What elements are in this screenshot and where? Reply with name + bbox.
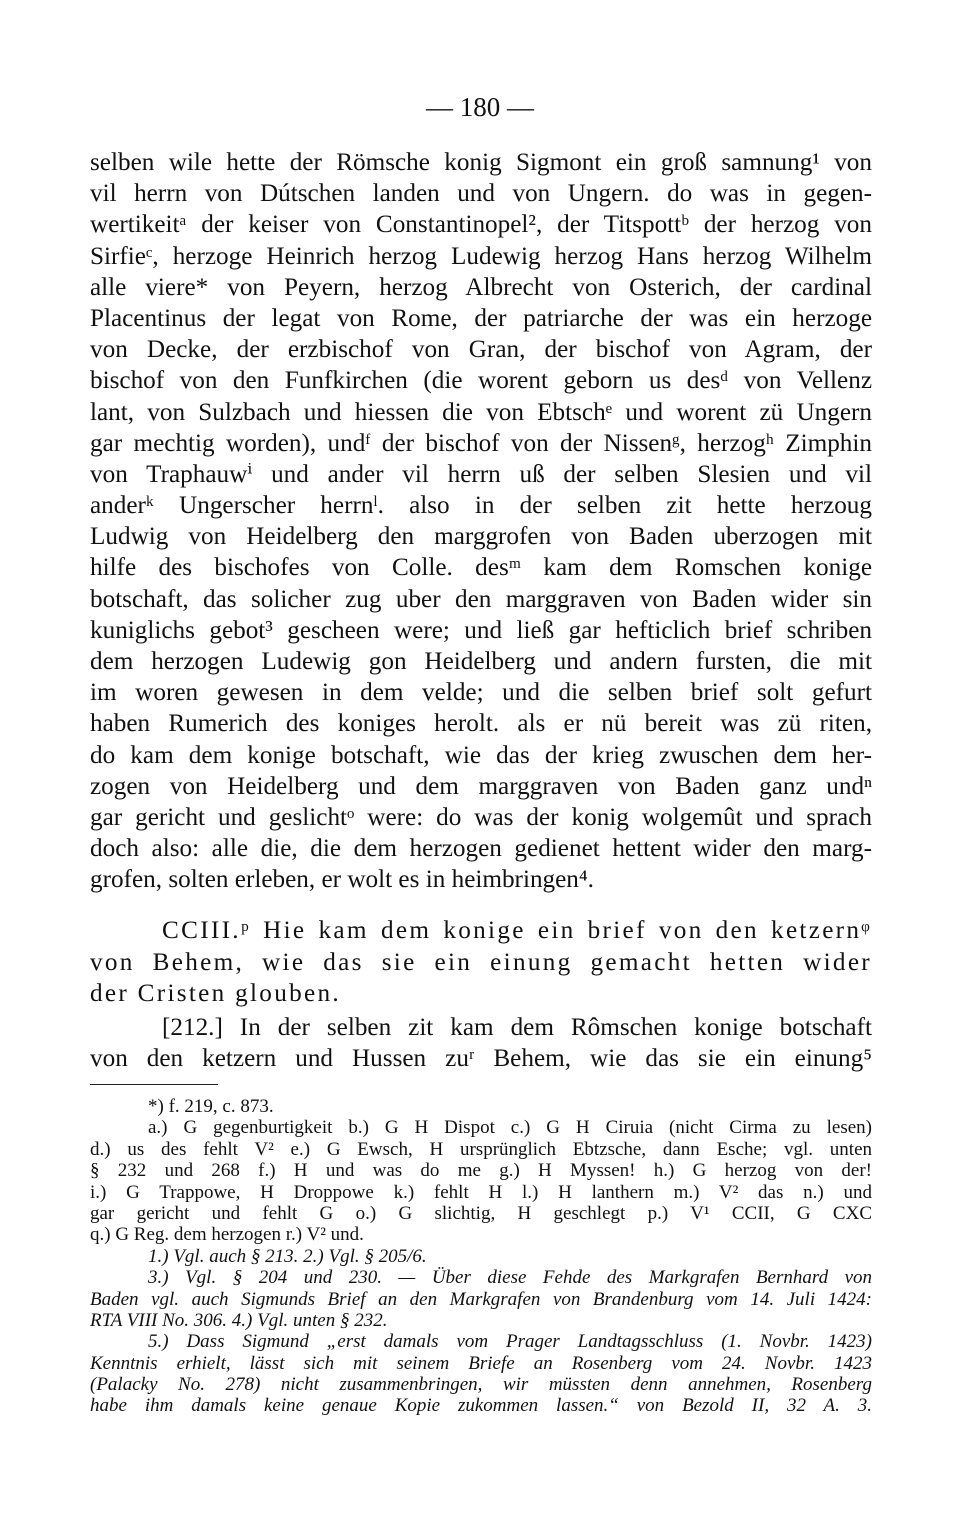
text-line: botschaft, das solicher zug uber den marggraven von Baden wider sin xyxy=(90,585,872,613)
text-line: Ludwig von Heidelberg den marggrofen von Baden uberzogen mit xyxy=(90,523,872,551)
text-line: alle viere* von Peyern, herzog Albrecht von Osterich, der cardinal xyxy=(90,273,872,301)
text-line: dem herzogen Ludewig gon Heidelberg und andern fursten, die mit xyxy=(90,648,872,675)
section-heading-line: CCIII.ᵖ Hie kam dem konige ein brief von den ketzernᵠ xyxy=(162,917,872,944)
footnote-line: d.) us des fehlt V² e.) G Ewsch, H ursprünglich Ebtzsche, dann Esche; vgl. unten xyxy=(90,1138,872,1160)
section-heading xyxy=(90,915,872,1010)
paragraph-212 xyxy=(90,1012,872,1074)
text-line: gar gericht und geslichtᵒ were: do was der konig wolgemût und sprach xyxy=(90,803,872,831)
text-line: vil herrn von Dútschen landen und von Ungern. do was in gegen- xyxy=(90,180,872,208)
text-line: von den ketzern und Hussen zuʳ Behem, wie das sie ein einung⁵ xyxy=(90,1045,872,1073)
text-line: von Traphauwⁱ und ander vil herrn uß der selben Slesien und vil xyxy=(90,460,872,488)
footnote-line: Kenntnis erhielt, lässt sich mit seinem Briefe an Rosenberg vom 24. Novbr. 1423 xyxy=(90,1352,872,1374)
text-line: im woren gewesen in dem velde; und die selben brief solt gefurt xyxy=(90,679,872,707)
footnote-line: 3.) Vgl. § 204 und 230. — Über diese Fehde des Markgrafen Bernhard von xyxy=(148,1267,872,1289)
footnote-line: RTA VIII No. 306. 4.) Vgl. unten § 232. xyxy=(90,1309,388,1331)
footnote-line: gar gericht und fehlt G o.) G slichtig, H geschlegt p.) V¹ CCII, G CXC xyxy=(90,1202,872,1224)
text-line: haben Rumerich des koniges herolt. als er nü bereit was zü riten, xyxy=(90,710,872,738)
text-line: Placentinus der legat von Rome, der patriarche der was ein herzoge xyxy=(90,304,872,332)
text-line: zogen von Heidelberg und dem marggraven von Baden ganz undⁿ xyxy=(90,772,872,800)
footnote-line: 1.) Vgl. auch § 213. 2.) Vgl. § 205/6. xyxy=(148,1245,427,1267)
footnote-line: § 232 und 268 f.) H und was do me g.) H Myssen! h.) G herzog von der! xyxy=(90,1160,872,1182)
paragraph-main xyxy=(90,147,872,896)
text-line: kuniglichs gebot³ gescheen were; und ließ gar hefticlich brief schriben xyxy=(90,616,872,644)
text-line: lant, von Sulzbach und hiessen die von Ebtschᵉ und worent zü Ungern xyxy=(90,398,872,426)
footnote-line: q.) G Reg. dem herzogen r.) V² und. xyxy=(90,1224,364,1246)
footnote-line: a.) G gegenburtigkeit b.) G H Dispot c.) G H Ciruia (nicht Cirma zu lesen) xyxy=(148,1117,872,1139)
footnote-line: habe ihm damals keine genaue Kopie zukommen lassen.“ von Bezold II, 32 A. 3. xyxy=(90,1395,872,1417)
text-line: von Decke, der erzbischof von Gran, der bischof von Agram, der xyxy=(90,336,872,364)
footnote-line: (Palacky No. 278) nicht zusammenbringen, wir müssten denn annehmen, Rosenberg xyxy=(90,1374,872,1396)
text-line: anderᵏ Ungerscher herrnˡ. also in der selben zit hette herzoug xyxy=(90,492,872,520)
footnote-line: 5.) Dass Sigmund „erst damals vom Prager Landtagsschluss (1. Novbr. 1423) xyxy=(148,1331,872,1353)
text-line: do kam dem konige botschaft, wie das der krieg zwuschen dem her- xyxy=(90,741,872,769)
footnote-line: Baden vgl. auch Sigmunds Brief an den Markgrafen von Brandenburg vom 14. Juli 1424: xyxy=(90,1288,872,1310)
footnote-divider xyxy=(90,1084,218,1085)
section-heading-line: der Cristen glouben. xyxy=(90,980,341,1008)
text-line: gar mechtig worden), undᶠ der bischof von der Nissenᵍ, herzogʰ Zimphin xyxy=(90,429,872,457)
footnotes xyxy=(90,1096,872,1417)
footnote-line: i.) G Trappowe, H Droppowe k.) fehlt H l.) H lanthern m.) V² das n.) und xyxy=(90,1181,872,1203)
text-line: Sirfieᶜ, herzoge Heinrich herzog Ludewig herzog Hans herzog Wilhelm xyxy=(90,242,872,270)
text-line: wertikeitᵃ der keiser von Constantinopel², der Titspottᵇ der herzog von xyxy=(90,211,872,239)
text-line: hilfe des bischofes von Colle. desᵐ kam dem Romschen konige xyxy=(90,554,872,582)
text-line: grofen, solten erleben, er wolt es in heimbringen⁴. xyxy=(90,866,594,894)
footnote-line: *) f. 219, c. 873. xyxy=(148,1096,274,1117)
section-heading-line: von Behem, wie das sie ein einung gemacht hetten wider xyxy=(90,948,872,976)
text-line: bischof von den Funfkirchen (die worent geborn us desᵈ von Vellenz xyxy=(90,367,872,395)
text-line: [212.] In der selben zit kam dem Rômschen konige botschaft xyxy=(162,1014,872,1041)
text-line: doch also: alle die, die dem herzogen gedienet hettent wider den marg- xyxy=(90,835,872,863)
page-number-header: — 180 — xyxy=(426,92,534,122)
text-line: selben wile hette der Römsche konig Sigmont ein groß samnung¹ von xyxy=(90,149,872,176)
